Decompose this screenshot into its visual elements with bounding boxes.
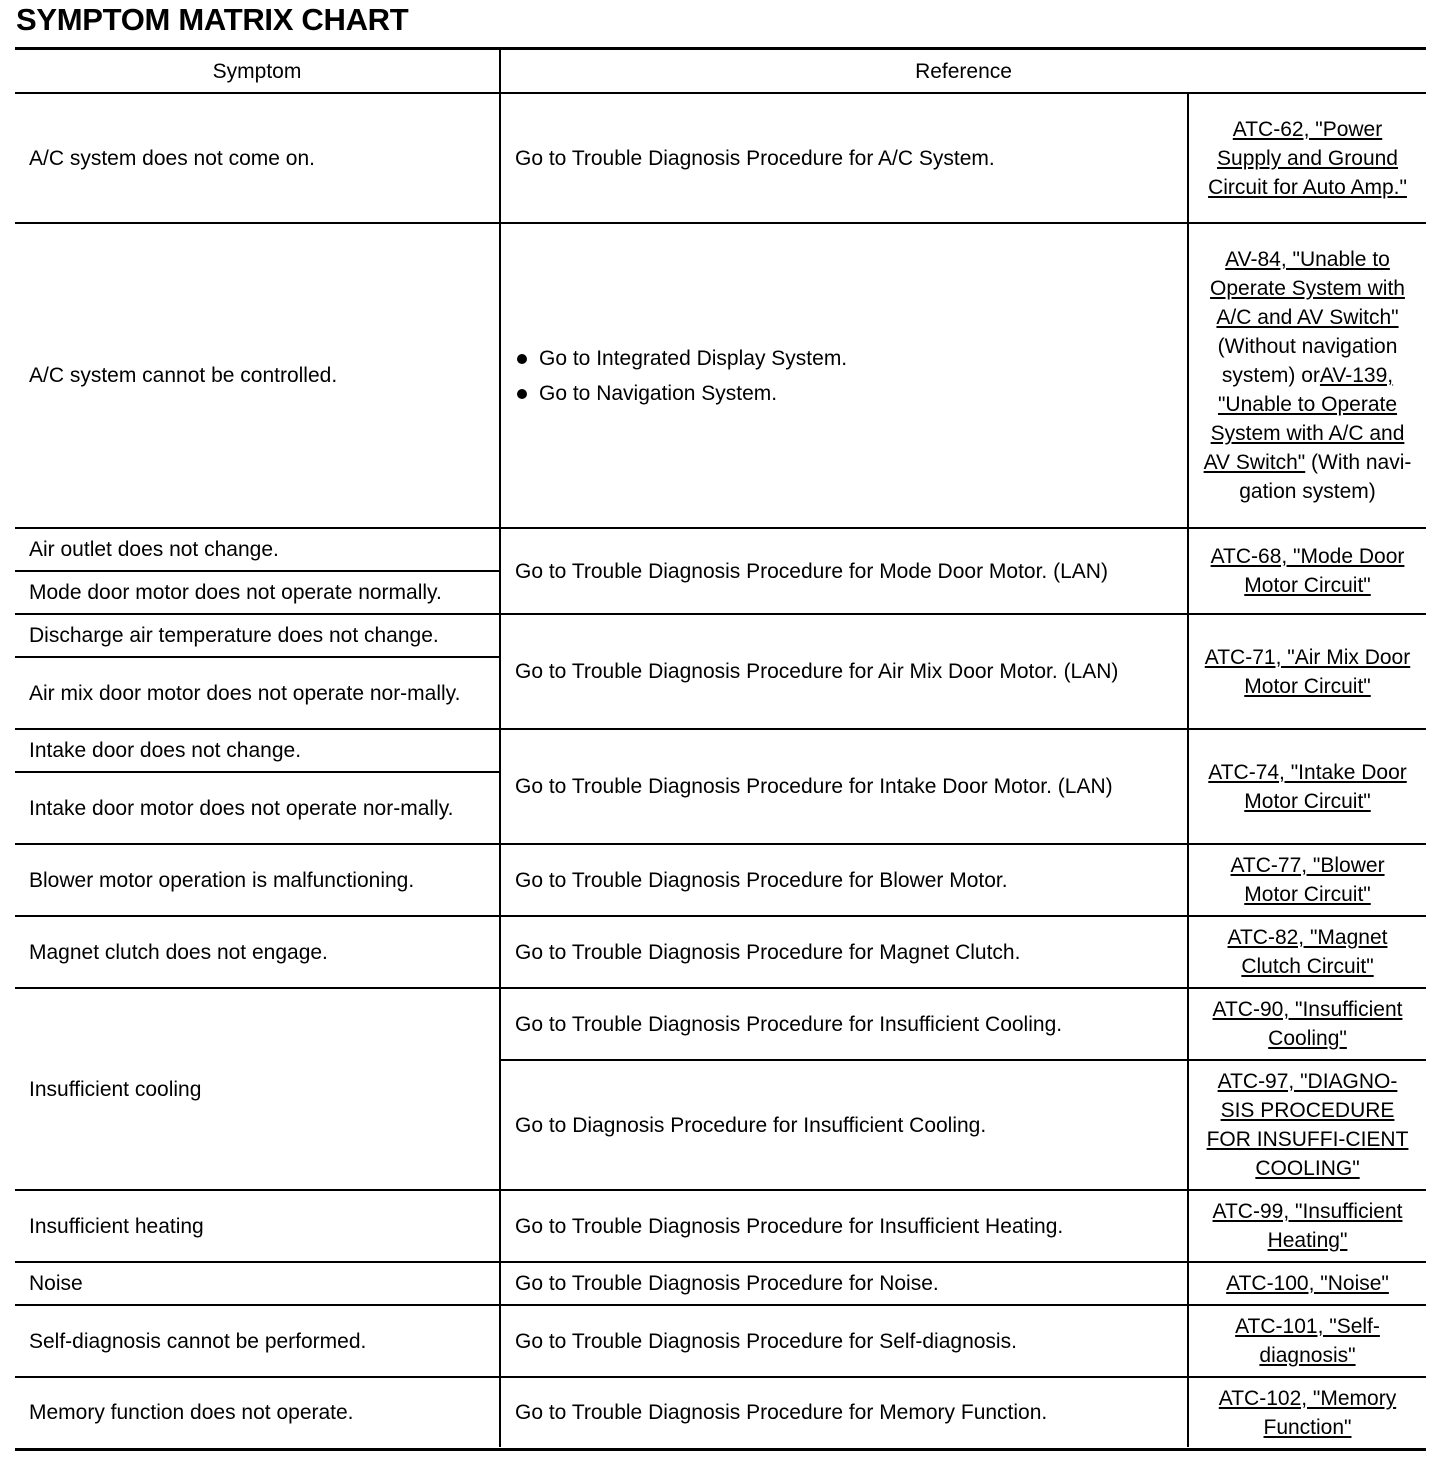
symptom-cell: Discharge air temperature does not change.	[15, 614, 500, 657]
bottom-rule	[15, 1448, 1426, 1451]
symptom-cell: Insufficient heating	[15, 1190, 500, 1262]
procedure-cell: Go to Trouble Diagnosis Procedure for Blower Motor.	[500, 844, 1188, 916]
reference-cell	[1188, 1060, 1426, 1190]
reference-cell	[1188, 844, 1426, 916]
reference-link[interactable]: ATC-99, "Insufficient Heating"	[1212, 1200, 1403, 1252]
reference-link[interactable]: ATC-102, "Memory Function"	[1218, 1386, 1397, 1439]
procedure-bullet-list	[515, 344, 1173, 408]
symptom-cell: A/C system does not come on.	[15, 93, 500, 223]
reference-cell	[1188, 1190, 1426, 1262]
header-row	[15, 50, 1426, 93]
symptom-cell: Intake door does not change.	[15, 729, 500, 772]
table-row	[15, 916, 1426, 988]
procedure-cell	[500, 223, 1188, 528]
table-row	[15, 1305, 1426, 1377]
reference-note: (Without navigation system) or	[1217, 335, 1398, 387]
reference-note: (With navi-gation system)	[1239, 451, 1412, 503]
symptom-cell: Insufficient cooling	[15, 988, 500, 1190]
reference-cell	[1188, 614, 1426, 729]
table-row	[15, 844, 1426, 916]
reference-link[interactable]: ATC-77, "Blower Motor Circuit"	[1230, 854, 1385, 906]
table-row	[15, 1377, 1426, 1447]
reference-cell	[1188, 528, 1426, 614]
symptom-cell: Blower motor operation is malfunctioning.	[15, 844, 500, 916]
reference-link[interactable]: ATC-74, "Intake Door Motor Circuit"	[1208, 760, 1407, 813]
reference-link[interactable]: AV-139, "Unable to Operate System with A/C and AV Switch"	[1203, 364, 1405, 474]
page-title: SYMPTOM MATRIX CHART	[16, 2, 409, 37]
reference-link[interactable]: AV-84, "Unable to Operate System with A/C and AV Switch"	[1210, 248, 1405, 329]
reference-link[interactable]: ATC-90, "Insufficient Cooling"	[1212, 998, 1403, 1050]
symptom-cell: Self-diagnosis cannot be performed.	[15, 1305, 500, 1377]
symptom-cell: Memory function does not operate.	[15, 1377, 500, 1447]
symptom-cell: Air mix door motor does not operate nor-mally.	[15, 657, 500, 729]
table-row	[15, 729, 1426, 772]
symptom-cell: Noise	[15, 1262, 500, 1305]
procedure-cell: Go to Trouble Diagnosis Procedure for Noise.	[500, 1262, 1188, 1305]
procedure-cell: Go to Trouble Diagnosis Procedure for Insufficient Cooling.	[500, 988, 1188, 1060]
procedure-cell: Go to Trouble Diagnosis Procedure for Memory Function.	[500, 1377, 1188, 1447]
reference-cell	[1188, 1305, 1426, 1377]
symptom-cell: Mode door motor does not operate normally.	[15, 571, 500, 614]
reference-link[interactable]: ATC-71, "Air Mix Door Motor Circuit"	[1204, 645, 1411, 698]
reference-link[interactable]: ATC-101, "Self-diagnosis"	[1235, 1315, 1380, 1367]
reference-cell	[1188, 988, 1426, 1060]
procedure-cell: Go to Trouble Diagnosis Procedure for Air Mix Door Motor. (LAN)	[500, 614, 1188, 729]
reference-link[interactable]: ATC-62, "Power Supply and Ground Circuit for Auto Amp."	[1208, 117, 1407, 199]
table-row	[15, 223, 1426, 528]
reference-cell	[1188, 1262, 1426, 1305]
table-row	[15, 988, 1426, 1060]
table-row	[15, 93, 1426, 223]
reference-link[interactable]: ATC-100, "Noise"	[1226, 1272, 1389, 1295]
symptom-cell: Intake door motor does not operate nor-mally.	[15, 772, 500, 844]
table-row	[15, 614, 1426, 657]
bullet-item: Go to Integrated Display System.	[515, 344, 1173, 373]
procedure-cell: Go to Trouble Diagnosis Procedure for Self-diagnosis.	[500, 1305, 1188, 1377]
reference-link[interactable]: ATC-97, "DIAGNO-SIS PROCEDURE FOR INSUFFI-CIENT COOLING"	[1206, 1070, 1409, 1180]
symptom-matrix-table	[15, 50, 1426, 1447]
reference-link[interactable]: ATC-68, "Mode Door Motor Circuit"	[1210, 545, 1405, 597]
bullet-item: Go to Navigation System.	[515, 379, 1173, 408]
header-symptom: Symptom	[15, 50, 500, 93]
reference-cell	[1188, 1377, 1426, 1447]
reference-cell	[1188, 223, 1426, 528]
symptom-cell: Magnet clutch does not engage.	[15, 916, 500, 988]
reference-cell	[1188, 916, 1426, 988]
procedure-cell: Go to Trouble Diagnosis Procedure for Mode Door Motor. (LAN)	[500, 528, 1188, 614]
procedure-cell: Go to Diagnosis Procedure for Insufficient Cooling.	[500, 1060, 1188, 1190]
procedure-cell: Go to Trouble Diagnosis Procedure for Insufficient Heating.	[500, 1190, 1188, 1262]
reference-cell	[1188, 729, 1426, 844]
symptom-cell: A/C system cannot be controlled.	[15, 223, 500, 528]
table-row	[15, 1190, 1426, 1262]
table-row	[15, 528, 1426, 571]
reference-cell	[1188, 93, 1426, 223]
reference-link[interactable]: ATC-82, "Magnet Clutch Circuit"	[1227, 926, 1388, 978]
symptom-cell: Air outlet does not change.	[15, 528, 500, 571]
procedure-cell: Go to Trouble Diagnosis Procedure for A/C System.	[500, 93, 1188, 223]
header-reference: Reference	[500, 50, 1426, 93]
procedure-cell: Go to Trouble Diagnosis Procedure for Magnet Clutch.	[500, 916, 1188, 988]
procedure-cell: Go to Trouble Diagnosis Procedure for Intake Door Motor. (LAN)	[500, 729, 1188, 844]
table-row	[15, 1262, 1426, 1305]
